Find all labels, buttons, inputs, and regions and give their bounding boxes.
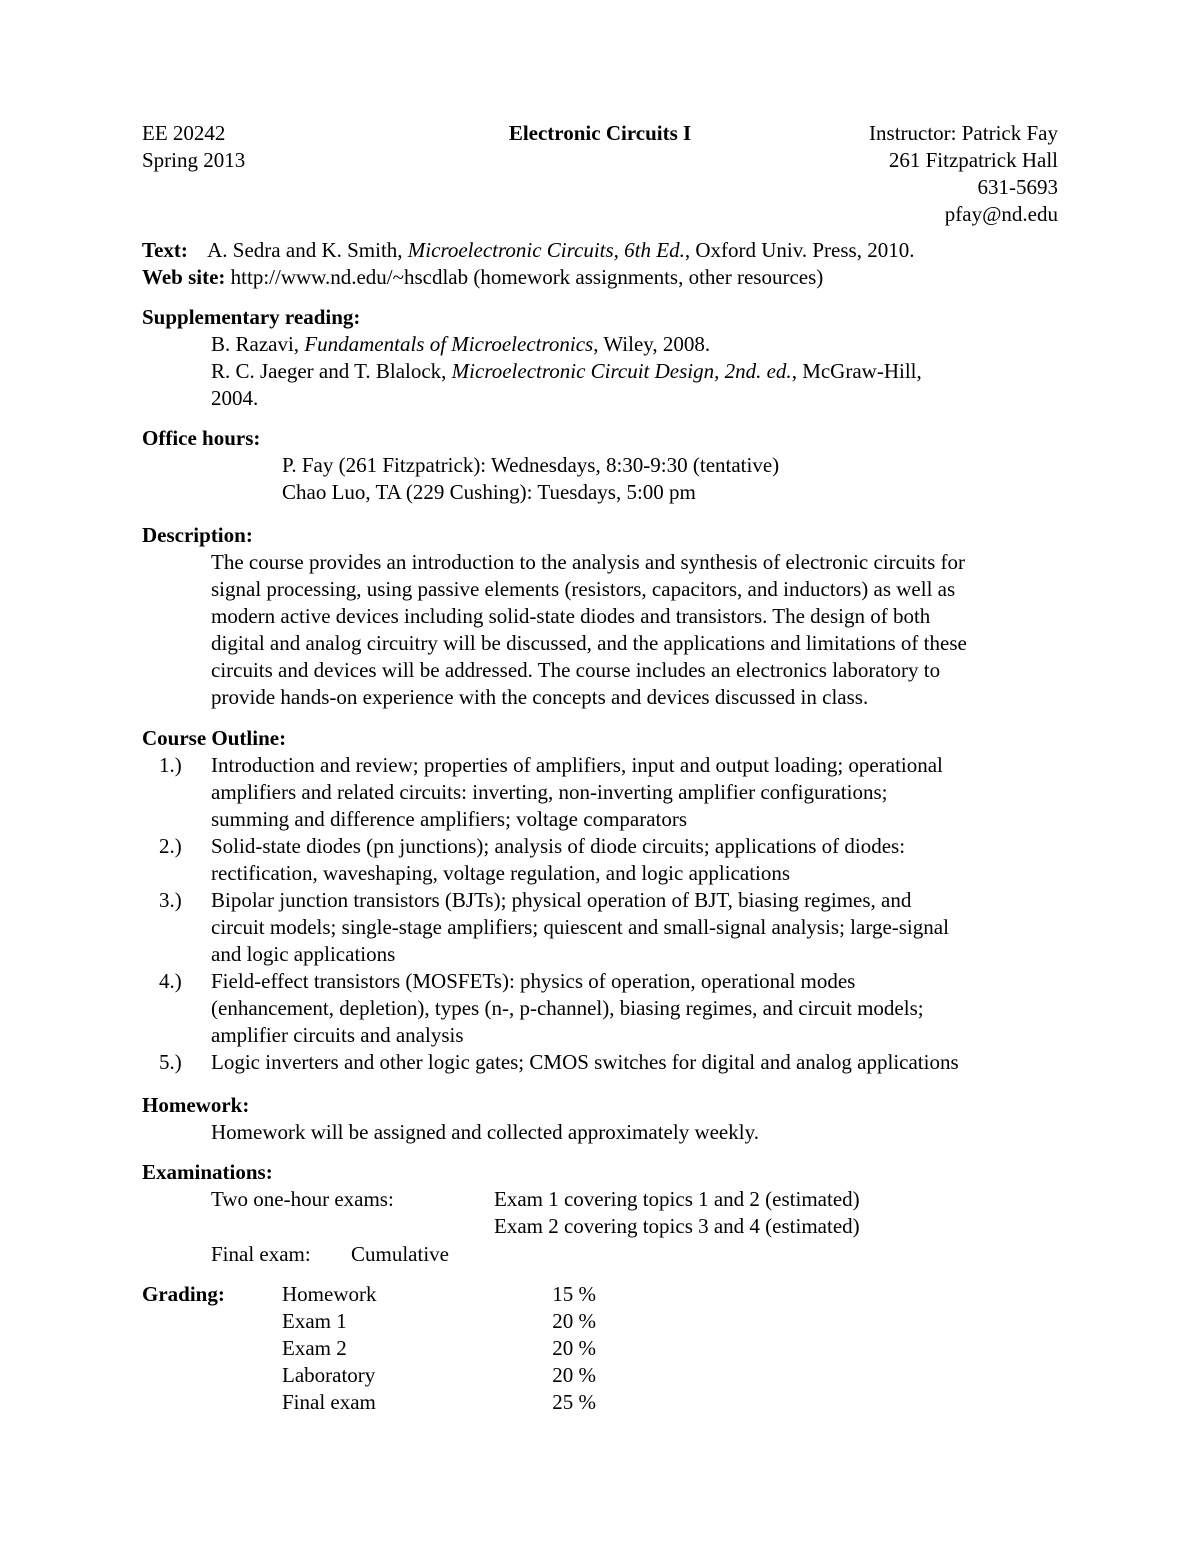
description-heading: Description:: [142, 523, 253, 547]
ref1-title: Fundamentals of Microelectronics: [304, 332, 594, 356]
midterm-label: Two one-hour exams:: [211, 1187, 394, 1211]
supplementary-ref-2: [211, 358, 922, 385]
outline-item-number: 1.): [159, 753, 182, 777]
outline-item-number: 5.): [159, 1050, 182, 1074]
outline-item-number: 3.): [159, 888, 182, 912]
exam-2-coverage: Exam 2 covering topics 3 and 4 (estimated): [494, 1214, 860, 1238]
outline-item-line: Bipolar junction transistors (BJTs); physical operation of BJT, biasing regimes, and: [211, 888, 912, 912]
outline-heading: Course Outline:: [142, 726, 287, 750]
outline-item-line: summing and difference amplifiers; voltage comparators: [211, 807, 688, 831]
email: pfay@nd.edu: [944, 202, 1058, 226]
grading-weight: 25 %: [552, 1390, 596, 1414]
ref2-authors: R. C. Jaeger and T. Blalock,: [211, 359, 452, 383]
website-value: http://www.nd.edu/~hscdlab (homework assignments, other resources): [230, 265, 824, 289]
description-line: digital and analog circuitry will be discussed, and the applications and limitations of these: [211, 631, 967, 655]
office-hours-heading: Office hours:: [142, 426, 261, 450]
outline-item-line: amplifier circuits and analysis: [211, 1023, 464, 1047]
website-label: Web site:: [142, 265, 226, 289]
outline-item-number: 4.): [159, 969, 182, 993]
description-line: The course provides an introduction to the analysis and synthesis of electronic circuits for: [211, 550, 966, 574]
grading-item: Final exam: [282, 1390, 376, 1414]
outline-item-number: 2.): [159, 834, 182, 858]
outline-item-line: and logic applications: [211, 942, 396, 966]
ref1-publisher: , Wiley, 2008.: [593, 332, 711, 356]
grading-item: Homework: [282, 1282, 377, 1306]
description-line: provide hands-on experience with the concepts and devices discussed in class.: [211, 685, 869, 709]
homework-heading: Homework:: [142, 1093, 250, 1117]
ref1-authors: B. Razavi,: [211, 332, 305, 356]
course-number: EE 20242: [142, 121, 226, 145]
outline-item-line: Solid-state diodes (pn junctions); analysis of diode circuits; applications of diodes:: [211, 834, 906, 858]
office-location: 261 Fitzpatrick Hall: [888, 148, 1058, 172]
office-hours-ta: Chao Luo, TA (229 Cushing): Tuesdays, 5:00 pm: [282, 480, 696, 504]
grading-heading: Grading:: [142, 1282, 225, 1306]
final-exam-label: Final exam:: [211, 1242, 311, 1266]
grading-item: Exam 1: [282, 1309, 347, 1333]
supplementary-heading: Supplementary reading:: [142, 305, 361, 329]
description-line: circuits and devices will be addressed. The course includes an electronics laboratory to: [211, 658, 941, 682]
exam-1-coverage: Exam 1 covering topics 1 and 2 (estimated): [494, 1187, 860, 1211]
outline-item-line: rectification, waveshaping, voltage regulation, and logic applications: [211, 861, 791, 885]
outline-item-line: amplifiers and related circuits: inverting, non-inverting amplifier configurations;: [211, 780, 888, 804]
final-exam-value: Cumulative: [351, 1242, 449, 1266]
instructor: Instructor: Patrick Fay: [869, 121, 1058, 145]
grading-weight: 20 %: [552, 1363, 596, 1387]
course-title: Electronic Circuits I: [508, 121, 692, 145]
description-line: signal processing, using passive elements (resistors, capacitors, and inductors) as well as: [211, 577, 956, 601]
phone: 631-5693: [977, 175, 1058, 199]
text-line: [142, 237, 914, 264]
text-post: , Oxford Univ. Press, 2010.: [684, 238, 915, 262]
ref2-publisher: , McGraw-Hill,: [791, 359, 922, 383]
description-line: modern active devices including solid-state diodes and transistors. The design of both: [211, 604, 931, 628]
homework-text: Homework will be assigned and collected approximately weekly.: [211, 1120, 759, 1144]
ref2-title: Microelectronic Circuit Design, 2nd. ed.: [451, 359, 792, 383]
outline-item-line: Introduction and review; properties of amplifiers, input and output loading; operational: [211, 753, 943, 777]
term: Spring 2013: [142, 148, 246, 172]
grading-item: Laboratory: [282, 1363, 376, 1387]
examinations-heading: Examinations:: [142, 1160, 273, 1184]
supplementary-ref-1: [211, 331, 710, 358]
supplementary-ref-2-cont: 2004.: [211, 386, 259, 410]
outline-item-line: circuit models; single-stage amplifiers; quiescent and small-signal analysis; large-signal: [211, 915, 949, 939]
textbook-title: Microelectronic Circuits, 6th Ed.: [407, 238, 685, 262]
grading-weight: 15 %: [552, 1282, 596, 1306]
grading-item: Exam 2: [282, 1336, 347, 1360]
text-label: Text:: [142, 238, 188, 262]
website-line: [142, 264, 823, 291]
outline-item-line: Field-effect transistors (MOSFETs): physics of operation, operational modes: [211, 969, 856, 993]
outline-item-line: Logic inverters and other logic gates; CMOS switches for digital and analog applications: [211, 1050, 959, 1074]
grading-weight: 20 %: [552, 1336, 596, 1360]
text-pre: A. Sedra and K. Smith,: [207, 238, 408, 262]
grading-weight: 20 %: [552, 1309, 596, 1333]
office-hours-instructor: P. Fay (261 Fitzpatrick): Wednesdays, 8:30-9:30 (tentative): [282, 453, 780, 477]
outline-item-line: (enhancement, depletion), types (n-, p-channel), biasing regimes, and circuit models;: [211, 996, 924, 1020]
